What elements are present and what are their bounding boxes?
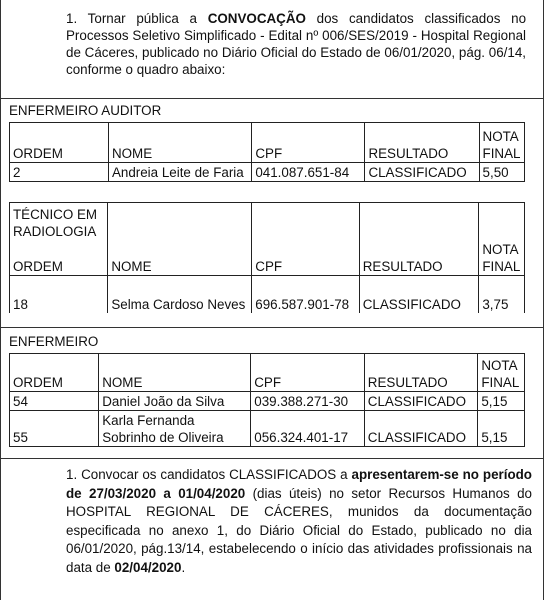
table-header-row — [10, 123, 525, 163]
header-resultado: RESULTADO — [359, 203, 479, 276]
table-header-row — [10, 354, 525, 392]
cell-cpf: 039.388.271-30 — [251, 392, 365, 411]
cell-nome: Selma Cardoso Neves — [108, 276, 252, 313]
header-nome: NOME — [108, 203, 252, 276]
convocation-text-mid: (dias úteis) no setor Recursos Humanos do HOSPITAL REGIONAL DE CÁCERES, munidos da documentação especificada no anexo 1, do Diário Oficial do Estado, publicado no dia 06/01/2020, pág.13/14, estabelecendo o início das atividades profissionais na data de — [66, 485, 532, 575]
cell-nota: 5,15 — [478, 392, 525, 411]
intro-number: 1. — [66, 11, 78, 26]
header-ordem: ORDEM — [10, 123, 109, 163]
cell-ordem: 2 — [10, 163, 109, 182]
header-ordem — [10, 203, 108, 276]
header-cpf: CPF — [252, 123, 365, 163]
divider — [0, 327, 544, 328]
cell-cpf: 041.087.651-84 — [252, 163, 365, 182]
section-title-enfermeiro-auditor: ENFERMEIRO AUDITOR — [9, 103, 162, 118]
header-nota-final: NOTA FINAL — [479, 123, 524, 163]
header-ordem: ORDEM — [10, 354, 99, 392]
section-title-enfermeiro: ENFERMEIRO — [9, 334, 99, 349]
table-row — [10, 392, 525, 411]
header-nota-final: NOTA FINAL — [478, 354, 525, 392]
table-header-row — [10, 203, 525, 276]
cell-resultado: CLASSIFICADO — [365, 163, 479, 182]
cell-nota: 5,50 — [479, 163, 524, 182]
table-tecnico-radiologia — [9, 202, 525, 313]
cell-resultado: CLASSIFICADO — [364, 392, 478, 411]
convocation-paragraph — [66, 466, 532, 577]
table-enfermeiro-auditor — [9, 122, 525, 182]
intro-paragraph — [66, 10, 526, 78]
convocation-period: apresentarem-se no período de 27/03/2020 a 01/04/2020 — [66, 467, 532, 501]
cell-nome: Karla Fernanda Sobrinho de Oliveira — [99, 411, 251, 447]
convocation-text-pre: Convocar os candidatos CLASSIFICADOS a — [81, 467, 352, 482]
header-cpf: CPF — [252, 203, 359, 276]
table-row — [10, 276, 525, 313]
header-resultado: RESULTADO — [365, 123, 479, 163]
cell-resultado: CLASSIFICADO — [359, 276, 479, 313]
table-enfermeiro — [9, 353, 525, 447]
convocation-start-date: 02/04/2020 — [114, 559, 182, 575]
cell-ordem: 55 — [10, 411, 99, 447]
cell-nome: Daniel João da Silva — [99, 392, 251, 411]
cell-ordem: 54 — [10, 392, 99, 411]
cell-resultado: CLASSIFICADO — [364, 411, 478, 447]
header-cpf: CPF — [251, 354, 365, 392]
cell-nome: Andreia Leite de Faria — [108, 163, 251, 182]
header-resultado: RESULTADO — [364, 354, 478, 392]
cell-cpf: 696.587.901-78 — [252, 276, 359, 313]
header-ordem-label: ORDEM — [13, 259, 63, 274]
header-nome: NOME — [108, 123, 251, 163]
intro-text-post: dos candidatos classificados no Processos Seletivo Simplificado - Edital nº 006/SES/2019 - Hospital Regional de Cáceres, publicado no Diário Oficial do Estado de 06/01/2020, pág. 06/14, conforme o quadro abaixo: — [66, 11, 527, 77]
cell-cpf: 056.324.401-17 — [251, 411, 365, 447]
header-nota-final: NOTA FINAL — [479, 203, 525, 276]
section-title-tecnico-radiologia: TÉCNICO EM RADIOLOGIA — [13, 207, 98, 239]
divider — [0, 98, 544, 99]
table-row — [10, 163, 525, 182]
convocation-number: 1. — [66, 467, 78, 482]
cell-nota: 3,75 — [479, 276, 525, 313]
table-row — [10, 411, 525, 447]
divider — [0, 458, 544, 459]
intro-text-pre: Tornar pública a — [87, 11, 208, 26]
cell-nota: 5,15 — [478, 411, 525, 447]
cell-ordem: 18 — [10, 276, 108, 313]
header-nome: NOME — [99, 354, 251, 392]
convocation-text-post: . — [181, 559, 186, 575]
intro-bold: CONVOCAÇÃO — [207, 11, 306, 26]
